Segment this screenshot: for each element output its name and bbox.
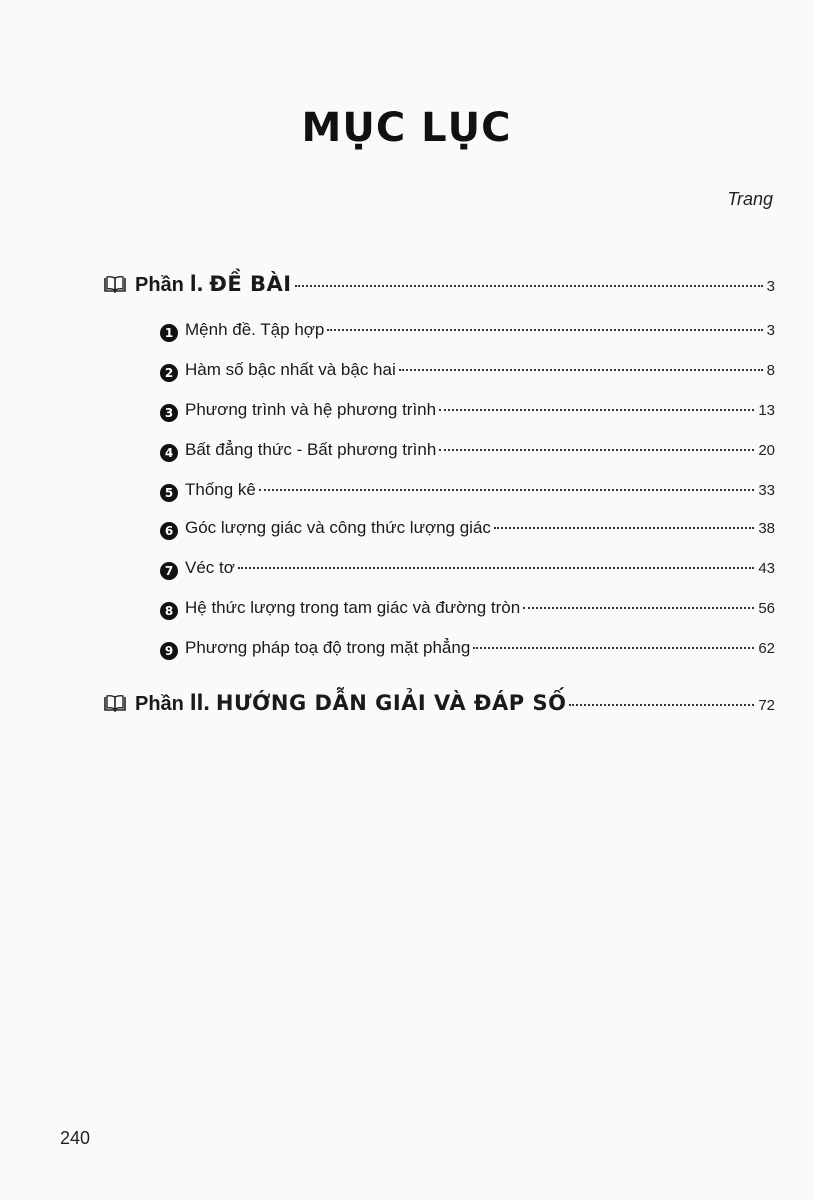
dot-leader [569,704,754,706]
page-column-label: Trang [727,189,773,209]
chapter-number-badge: 1 [160,324,178,342]
chapter-title: Hệ thức lượng trong tam giác và đường tròn [185,598,521,617]
chapter-title: Mệnh đề. Tập hợp [185,320,325,339]
chapter-number-badge: 3 [160,404,178,422]
dot-leader [439,409,754,411]
chapter-page-number: 38 [758,520,775,537]
part-number: I. [189,270,204,297]
toc-chapter-7[interactable] [160,558,775,578]
chapter-title: Góc lượng giác và công thức lượng giác [185,518,491,537]
dot-leader [439,449,754,451]
chapter-number-badge: 5 [160,484,178,502]
chapter-number-badge: 4 [160,444,178,462]
toc-part-1[interactable] [103,270,775,298]
toc-chapter-9[interactable] [160,638,775,658]
toc-chapter-3[interactable] [160,400,775,420]
chapter-page-number: 62 [758,640,775,657]
toc-chapter-6[interactable] [160,518,775,538]
part-title: HƯỚNG DẪN GIẢI VÀ ĐÁP SỐ [215,691,567,715]
part-page-number: 3 [766,278,775,295]
chapter-title: Phương pháp toạ độ trong mặt phẳng [185,638,471,657]
toc-chapter-2[interactable] [160,360,775,380]
page-title: MỤC LỤC [301,105,512,151]
chapter-number-badge: 7 [160,562,178,580]
dot-leader [259,489,754,491]
chapter-title: Véc tơ [185,558,235,577]
folio-page-number: 240 [60,1128,91,1148]
toc-chapter-5[interactable] [160,480,775,500]
chapter-title: Phương trình và hệ phương trình [185,400,437,419]
chapter-number-badge: 9 [160,642,178,660]
part-title: ĐỀ BÀI [209,272,292,296]
part-prefix: Phần [135,693,184,715]
part-number: II. [189,689,210,716]
dot-leader [399,369,763,371]
chapter-title: Thống kê [185,480,256,499]
chapter-page-number: 3 [766,322,775,339]
chapter-number-badge: 6 [160,522,178,540]
toc-part-2[interactable] [103,689,775,717]
dot-leader [494,527,754,529]
chapter-page-number: 33 [758,482,775,499]
chapter-page-number: 20 [758,442,775,459]
chapter-number-badge: 8 [160,602,178,620]
dot-leader [327,329,762,331]
dot-leader [238,567,754,569]
chapter-page-number: 8 [766,362,775,379]
toc-chapter-8[interactable] [160,598,775,618]
dot-leader [295,285,763,287]
part-page-number: 72 [758,697,775,714]
chapter-page-number: 56 [758,600,775,617]
open-book-icon [103,275,127,293]
open-book-icon [103,694,127,712]
chapter-page-number: 13 [758,402,775,419]
toc-chapter-4[interactable] [160,440,775,460]
chapter-page-number: 43 [758,560,775,577]
chapter-number-badge: 2 [160,364,178,382]
toc-chapter-1[interactable] [160,320,775,340]
dot-leader [523,607,754,609]
chapter-title: Bất đẳng thức - Bất phương trình [185,440,437,459]
dot-leader [473,647,754,649]
chapter-title: Hàm số bậc nhất và bậc hai [185,360,396,379]
part-prefix: Phần [135,274,184,296]
